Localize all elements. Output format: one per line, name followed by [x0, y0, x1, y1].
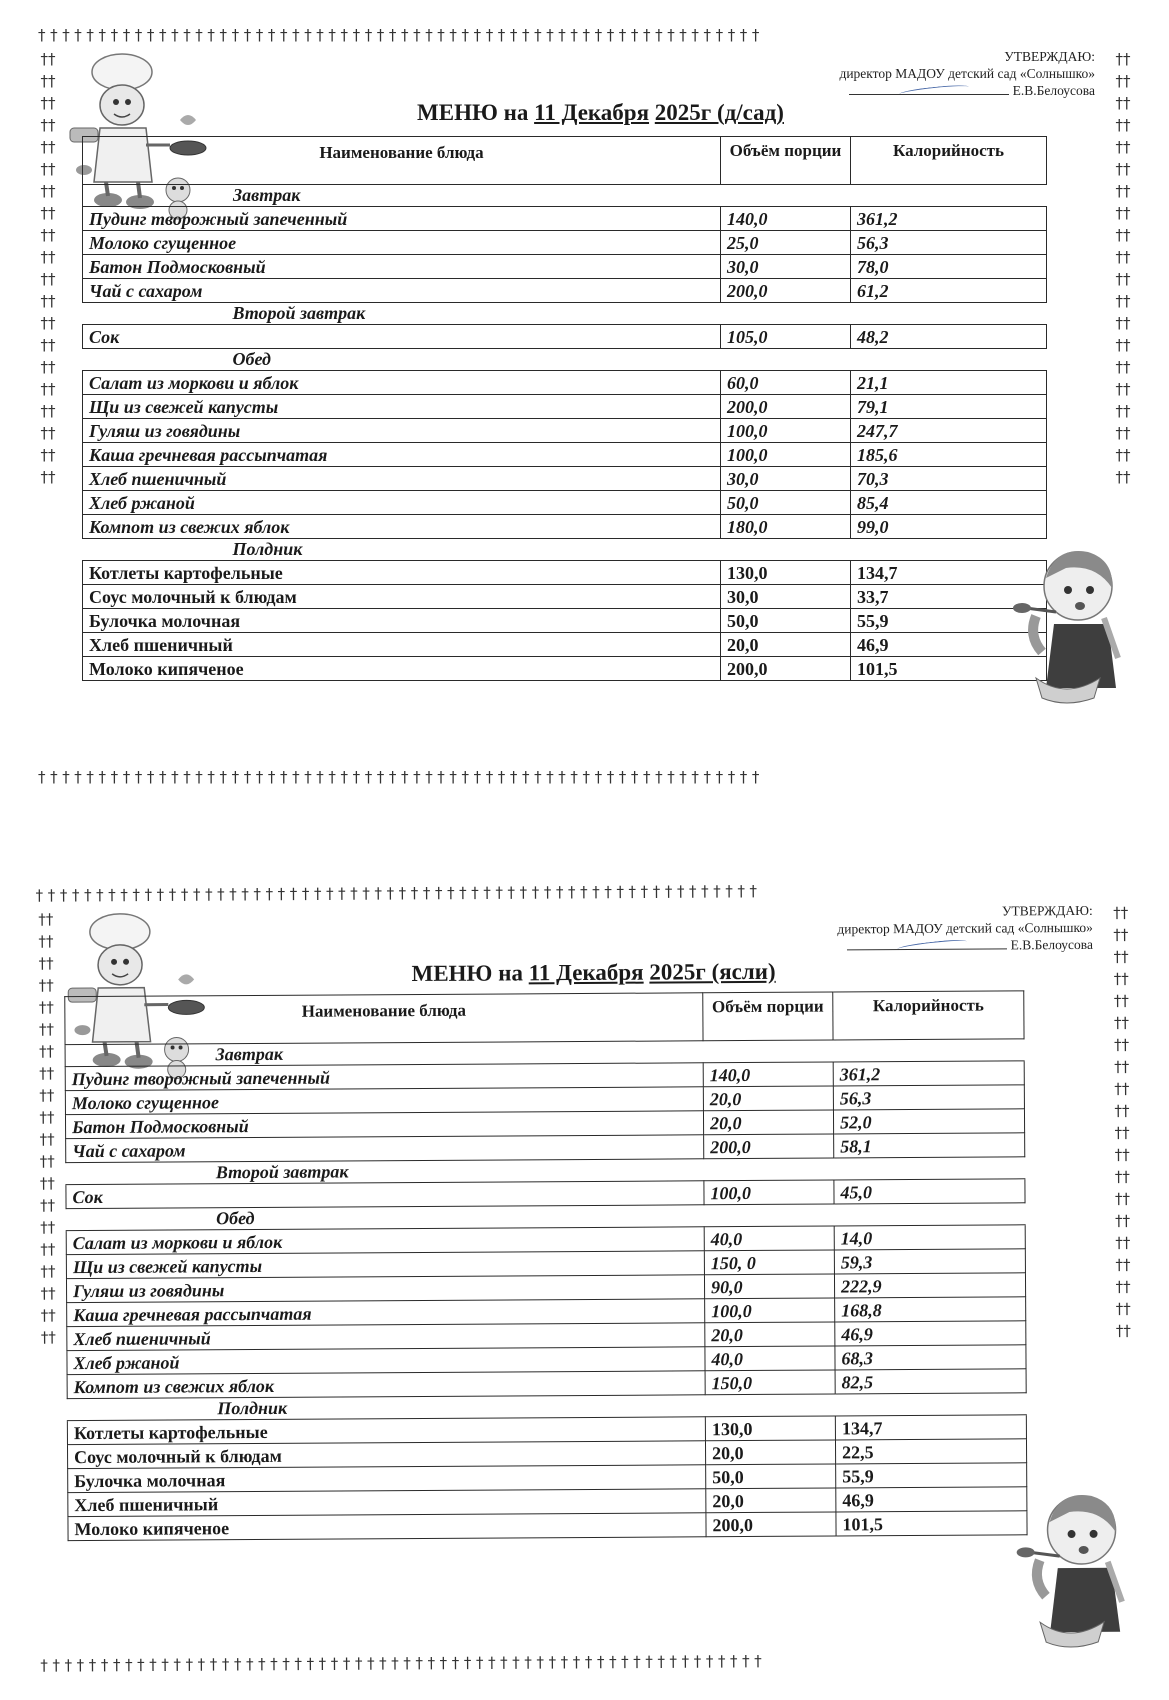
dish-name-cell: Котлеты картофельные	[83, 561, 721, 585]
calories-cell: 45,0	[834, 1179, 1025, 1204]
dish-name-cell: Хлеб пшеничный	[67, 1323, 705, 1351]
table-row	[83, 279, 1047, 303]
dish-name-cell: Щи из свежей капусты	[66, 1251, 704, 1279]
menu-sheet-nursery	[36, 882, 1136, 1679]
table-row	[83, 633, 1047, 657]
portion-volume-cell: 20,0	[706, 1488, 836, 1513]
portion-volume-cell: 130,0	[721, 561, 851, 585]
approval-heading: УТВЕРЖДАЮ:	[1001, 902, 1093, 919]
title-year-group: 2025г (ясли)	[649, 958, 776, 985]
calories-cell: 134,7	[851, 561, 1047, 585]
decorative-border-top: ††††††††††††††††††††††††††††††††††††††††††††††††††††††††††††	[35, 881, 762, 905]
portion-volume-cell: 20,0	[703, 1086, 833, 1111]
table-row	[83, 255, 1047, 279]
portion-volume-cell: 130,0	[705, 1416, 835, 1441]
table-row	[83, 325, 1047, 349]
child-illustration-icon	[996, 538, 1121, 708]
dish-name-cell: Хлеб ржаной	[83, 491, 721, 515]
portion-volume-cell: 60,0	[721, 371, 851, 395]
dish-name-cell: Молоко кипяченое	[68, 1513, 706, 1541]
table-row	[83, 657, 1047, 681]
table-header-row	[83, 137, 1047, 185]
portion-volume-cell: 200,0	[721, 279, 851, 303]
calories-cell: 46,9	[836, 1487, 1027, 1512]
dish-name-cell: Молоко кипяченое	[83, 657, 721, 681]
portion-volume-cell: 50,0	[721, 491, 851, 515]
dish-name-cell: Салат из моркови и яблок	[83, 371, 721, 395]
calories-cell: 22,5	[835, 1439, 1026, 1464]
decorative-border-top: ††††††††††††††††††††††††††††††††††††††††††††††††††††††††††††	[38, 28, 764, 44]
column-header-calories: Калорийность	[833, 991, 1024, 1040]
dish-name-cell: Батон Подмосковный	[83, 255, 721, 279]
portion-volume-cell: 40,0	[704, 1226, 834, 1251]
decorative-border-left: ††††††††††††††††††††††††††††††††††††††††	[40, 50, 56, 486]
title-prefix: МЕНЮ на	[411, 960, 529, 987]
calories-cell: 55,9	[851, 609, 1047, 633]
portion-volume-cell: 200,0	[721, 395, 851, 419]
approval-heading: УТВЕРЖДАЮ:	[1004, 49, 1095, 64]
calories-cell: 59,3	[834, 1249, 1025, 1274]
column-header-portion-volume: Объём порции	[721, 137, 851, 185]
dish-name-cell: Котлеты картофельные	[67, 1417, 705, 1445]
table-row	[83, 419, 1047, 443]
section-label: Завтрак	[83, 185, 1047, 207]
portion-volume-cell: 25,0	[721, 231, 851, 255]
menu-sheet-kindergarten	[38, 28, 1133, 790]
approval-position: директор МАДОУ детский сад «Солнышко»	[839, 66, 1095, 81]
calories-cell: 68,3	[835, 1345, 1026, 1370]
decorative-border-right: ††††††††††††††††††††††††††††††††††††††††	[1113, 903, 1131, 1340]
calories-cell: 82,5	[835, 1369, 1026, 1394]
dish-name-cell: Булочка молочная	[83, 609, 721, 633]
calories-cell: 78,0	[851, 255, 1047, 279]
calories-cell: 58,1	[834, 1133, 1025, 1158]
portion-volume-cell: 50,0	[706, 1464, 836, 1489]
portion-volume-cell: 90,0	[704, 1274, 834, 1299]
table-row	[83, 231, 1047, 255]
dish-name-cell: Компот из свежих яблок	[83, 515, 721, 539]
title-date: 11 Декабря	[528, 959, 644, 986]
section-label: Завтрак	[65, 1039, 1024, 1067]
title-date: 11 Декабря	[534, 100, 650, 125]
portion-volume-cell: 200,0	[706, 1512, 836, 1537]
table-row	[83, 467, 1047, 491]
calories-cell: 101,5	[836, 1511, 1027, 1536]
dish-name-cell: Молоко сгущенное	[83, 231, 721, 255]
dish-name-cell: Батон Подмосковный	[65, 1111, 703, 1139]
dish-name-cell: Хлеб пшеничный	[68, 1489, 706, 1517]
portion-volume-cell: 150, 0	[704, 1250, 834, 1275]
dish-name-cell: Каша гречневая рассыпчатая	[67, 1299, 705, 1327]
title-prefix: МЕНЮ на	[417, 100, 535, 125]
section-label: Полдник	[67, 1393, 1026, 1421]
portion-volume-cell: 100,0	[704, 1180, 834, 1205]
calories-cell: 61,2	[851, 279, 1047, 303]
calories-cell: 185,6	[851, 443, 1047, 467]
calories-cell: 101,5	[851, 657, 1047, 681]
table-row	[83, 491, 1047, 515]
table-row	[83, 371, 1047, 395]
dish-name-cell: Пудинг творожный запеченный	[65, 1063, 703, 1091]
portion-volume-cell: 140,0	[703, 1062, 833, 1087]
section-row	[83, 303, 1047, 325]
calories-cell: 222,9	[834, 1273, 1025, 1298]
calories-cell: 21,1	[851, 371, 1047, 395]
portion-volume-cell: 40,0	[705, 1346, 835, 1371]
dish-name-cell: Гуляш из говядины	[66, 1275, 704, 1303]
table-row	[83, 515, 1047, 539]
portion-volume-cell: 30,0	[721, 467, 851, 491]
calories-cell: 46,9	[851, 633, 1047, 657]
dish-name-cell: Щи из свежей капусты	[83, 395, 721, 419]
table-row	[83, 561, 1047, 585]
portion-volume-cell: 20,0	[705, 1440, 835, 1465]
column-header-dish-name: Наименование блюда	[65, 993, 703, 1045]
menu-table	[82, 136, 1047, 681]
section-row	[83, 539, 1047, 561]
dish-name-cell: Хлеб пшеничный	[83, 467, 721, 491]
section-label: Обед	[66, 1203, 1025, 1231]
menu-title	[36, 957, 1131, 990]
dish-name-cell: Хлеб пшеничный	[83, 633, 721, 657]
dish-name-cell: Соус молочный к блюдам	[83, 585, 721, 609]
dish-name-cell: Чай с сахаром	[83, 279, 721, 303]
calories-cell: 85,4	[851, 491, 1047, 515]
decorative-border-left: ††††††††††††††††††††††††††††††††††††††††	[38, 910, 56, 1347]
portion-volume-cell: 20,0	[721, 633, 851, 657]
decorative-border-bottom: ††††††††††††††††††††††††††††††††††††††††††††††††††††††††††††	[40, 1651, 767, 1675]
calories-cell: 134,7	[835, 1415, 1026, 1440]
calories-cell: 70,3	[851, 467, 1047, 491]
approval-position: директор МАДОУ детский сад «Солнышко»	[837, 919, 1093, 937]
column-header-dish-name: Наименование блюда	[83, 137, 721, 185]
child-illustration-icon	[999, 1482, 1125, 1653]
calories-cell: 361,2	[833, 1061, 1024, 1086]
section-label: Полдник	[83, 539, 1047, 561]
approval-signatory: Е.В.Белоусова	[1012, 83, 1095, 98]
signature-line	[847, 939, 1007, 950]
portion-volume-cell: 30,0	[721, 255, 851, 279]
portion-volume-cell: 180,0	[721, 515, 851, 539]
portion-volume-cell: 200,0	[721, 657, 851, 681]
table-row	[83, 395, 1047, 419]
dish-name-cell: Булочка молочная	[68, 1465, 706, 1493]
table-header-row	[65, 991, 1024, 1045]
portion-volume-cell: 20,0	[705, 1322, 835, 1347]
dish-name-cell: Хлеб ржаной	[67, 1347, 705, 1375]
menu-title	[38, 100, 1133, 126]
section-label: Второй завтрак	[83, 303, 1047, 325]
dish-name-cell: Соус молочный к блюдам	[67, 1441, 705, 1469]
table-row	[83, 443, 1047, 467]
portion-volume-cell: 150,0	[705, 1370, 835, 1395]
calories-cell: 55,9	[836, 1463, 1027, 1488]
portion-volume-cell: 100,0	[705, 1298, 835, 1323]
menu-table	[64, 990, 1027, 1541]
dish-name-cell: Чай с сахаром	[66, 1135, 704, 1163]
portion-volume-cell: 105,0	[721, 325, 851, 349]
table-row	[83, 609, 1047, 633]
dish-name-cell: Пудинг творожный запеченный	[83, 207, 721, 231]
portion-volume-cell: 20,0	[703, 1110, 833, 1135]
calories-cell: 361,2	[851, 207, 1047, 231]
calories-cell: 99,0	[851, 515, 1047, 539]
column-header-portion-volume: Объём порции	[703, 992, 833, 1041]
portion-volume-cell: 30,0	[721, 585, 851, 609]
dish-name-cell: Каша гречневая рассыпчатая	[83, 443, 721, 467]
portion-volume-cell: 100,0	[721, 419, 851, 443]
calories-cell: 48,2	[851, 325, 1047, 349]
dish-name-cell: Сок	[66, 1181, 704, 1209]
calories-cell: 46,9	[835, 1321, 1026, 1346]
section-label: Второй завтрак	[66, 1157, 1025, 1185]
dish-name-cell: Гуляш из говядины	[83, 419, 721, 443]
calories-cell: 247,7	[851, 419, 1047, 443]
approval-block	[837, 902, 1093, 955]
approval-block	[839, 48, 1095, 99]
dish-name-cell: Молоко сгущенное	[65, 1087, 703, 1115]
section-row	[83, 185, 1047, 207]
section-row	[83, 349, 1047, 371]
decorative-border-bottom: ††††††††††††††††††††††††††††††††††††††††††††††††††††††††††††	[38, 770, 764, 786]
dish-name-cell: Сок	[83, 325, 721, 349]
calories-cell: 52,0	[833, 1109, 1024, 1134]
calories-cell: 33,7	[851, 585, 1047, 609]
column-header-calories: Калорийность	[851, 137, 1047, 185]
table-row	[83, 207, 1047, 231]
signature-line	[849, 85, 1009, 95]
approval-signatory: Е.В.Белоусова	[1010, 936, 1094, 953]
calories-cell: 56,3	[833, 1085, 1024, 1110]
portion-volume-cell: 100,0	[721, 443, 851, 467]
decorative-border-right: ††††††††††††††††††††††††††††††††††††††††	[1115, 50, 1131, 486]
title-year-group: 2025г (д/сад)	[654, 100, 784, 125]
dish-name-cell: Компот из свежих яблок	[67, 1371, 705, 1399]
calories-cell: 14,0	[834, 1225, 1025, 1250]
table-row	[83, 585, 1047, 609]
portion-volume-cell: 140,0	[721, 207, 851, 231]
calories-cell: 56,3	[851, 231, 1047, 255]
portion-volume-cell: 50,0	[721, 609, 851, 633]
section-label: Обед	[83, 349, 1047, 371]
dish-name-cell: Салат из моркови и яблок	[66, 1227, 704, 1255]
calories-cell: 79,1	[851, 395, 1047, 419]
calories-cell: 168,8	[835, 1297, 1026, 1322]
portion-volume-cell: 200,0	[704, 1134, 834, 1159]
